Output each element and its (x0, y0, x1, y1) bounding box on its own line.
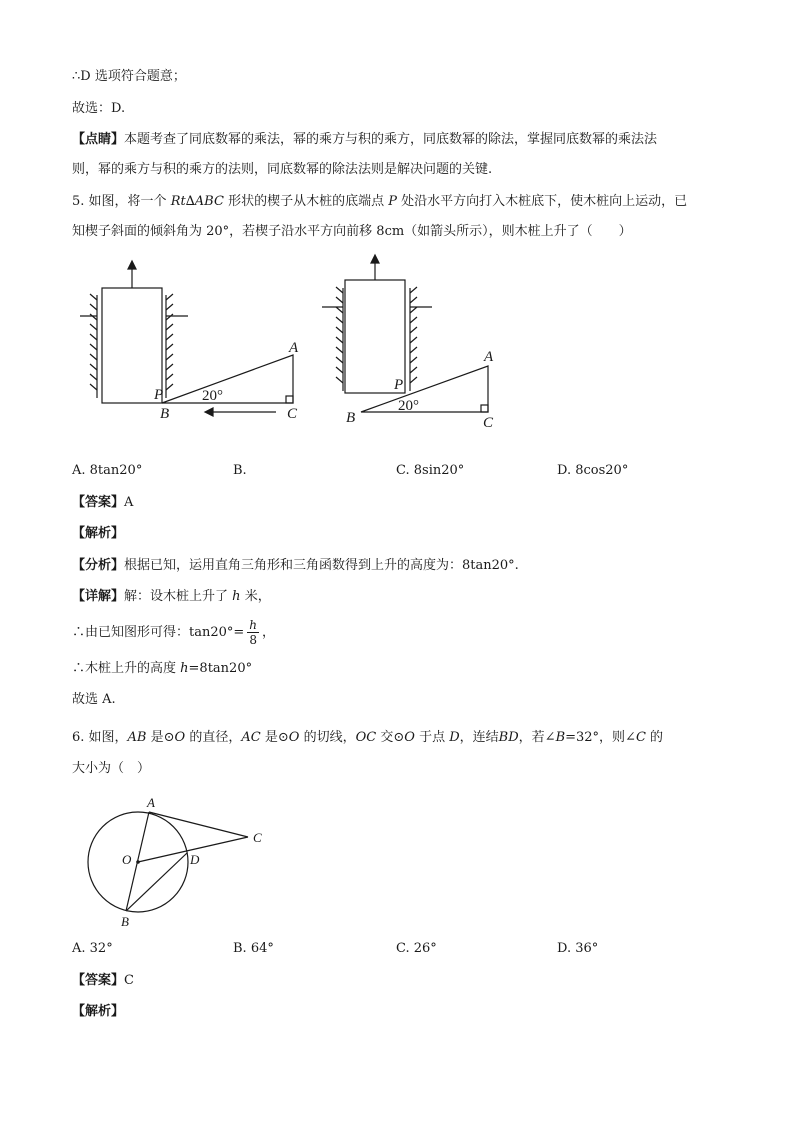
fig5-left-label-p: P (154, 387, 164, 403)
text-line: 故选：D. (72, 101, 126, 116)
answer-line: 【答案】A (72, 495, 134, 510)
question-5-stem: 5. 如图，将一个 Rt∆ABC 形状的楔子从木桩的底端点 P 处沿水平方向打入木桩底下，使木桩向上运动，已 (72, 194, 688, 209)
option-a: A. 8tan20° (72, 463, 143, 478)
question-5-stem-line2: 知楔子斜面的倾斜角为 20°，若楔子沿水平方向前移 8cm（如箭头所示），则木桩上升了（ ） (72, 224, 632, 239)
fig5-left-angle: 20° (202, 388, 223, 404)
solution-step-1: ∴由已知图形可得：tan20°= $\frac{h}{8}$ ， (72, 618, 276, 647)
fig5-right-label-c: C (483, 415, 494, 431)
fig6-label-d: D (190, 852, 200, 867)
answer-line: 【答案】C (72, 973, 134, 988)
answer-tag: 【答案】 (72, 495, 125, 510)
fig5-left-label-c: C (287, 406, 298, 422)
fig6-label-b: B (121, 914, 129, 929)
conclusion-line: 故选 A. (72, 692, 116, 707)
fig5-right-angle: 20° (398, 398, 419, 414)
fenxi-line: 【分析】根据已知，运用直角三角形和三角函数得到上升的高度为：8tan20°. (72, 558, 519, 573)
text-line: ∴D 选项符合题意； (72, 69, 186, 84)
option-d: D. 36° (557, 941, 599, 956)
question-6-stem-line2: 大小为（ ） (72, 761, 151, 776)
fig6-label-a: A (147, 795, 155, 810)
solution-step-2: ∴木桩上升的高度 h=8tan20° (72, 661, 253, 676)
fraction: $\frac{h}{8}$ (249, 618, 258, 647)
question-6-figure (72, 790, 332, 940)
option-b: B. (233, 463, 247, 478)
option-d: D. 8cos20° (557, 463, 629, 478)
analysis-heading: 【解析】 (72, 526, 125, 541)
xiangjie-line: 【详解】解：设木桩上升了 h 米， (72, 589, 271, 604)
fig5-right-label-p: P (394, 377, 404, 393)
answer-tag: 【答案】 (72, 973, 125, 988)
comment-tag: 【点睛】 (72, 132, 125, 147)
option-c: C. 8sin20° (396, 463, 465, 478)
fig6-label-c: C (253, 830, 262, 845)
fig5-left-label-b: B (160, 406, 170, 422)
text-line: 则，幂的乘方与积的乘方的法则，同底数幂的除法法则是解决问题的关键. (72, 162, 493, 177)
question-5-figure (0, 255, 794, 455)
fig6-label-o: O (122, 852, 132, 867)
option-b: B. 64° (233, 941, 274, 956)
option-c: C. 26° (396, 941, 437, 956)
question-6-stem: 6. 如图，AB 是⊙O 的直径，AC 是⊙O 的切线，OC 交⊙O 于点 D，连结BD，若∠B=32°，则∠C 的 (72, 730, 664, 745)
fig5-left-label-a: A (289, 340, 299, 356)
analysis-heading: 【解析】 (72, 1004, 125, 1019)
fig5-right-label-b: B (346, 410, 356, 426)
option-a: A. 32° (72, 941, 113, 956)
comment-line: 【点睛】本题考查了同底数幂的乘法，幂的乘方与积的乘方，同底数幂的除法，掌握同底数幂的乘法法 (72, 132, 658, 147)
fig5-right-label-a: A (484, 349, 494, 365)
